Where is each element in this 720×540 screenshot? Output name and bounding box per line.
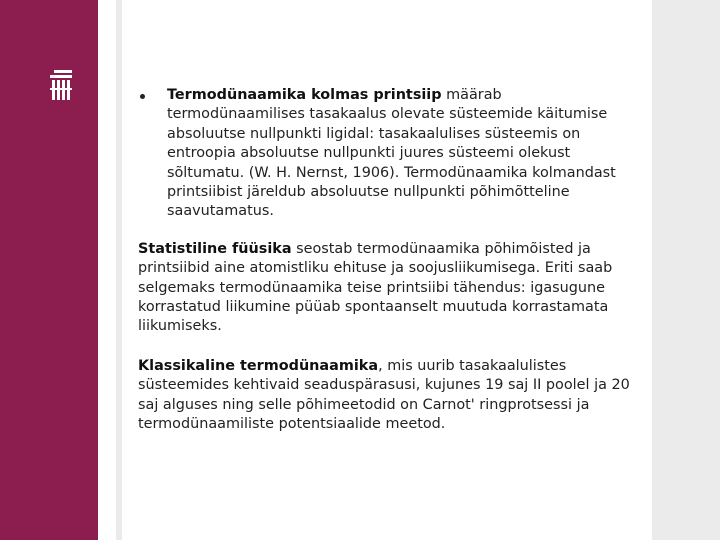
- right-side-band: [652, 0, 720, 540]
- text-statistical-physics: seostab termodünaamika põhimõisted ja printsiibid aine atomistliku ehituse ja soojusliikumisega. Eriti saab selgemaks termodünaamika teise printsiibi tähendus: igasugune korrastatud liikumine püüab spontaanselt muutuda korrastamata liikumiseks.: [138, 240, 613, 335]
- bullet-paragraph-third-principle: [138, 86, 638, 222]
- text-third-principle: määrab termodünaamilises tasakaalus olevate süsteemide käitumise absoluutse nullpunkti ligidal: tasakaalulises süsteemis on entroopia absoluutse nullpunkti juures süsteemi olekust sõltumatu. (W. H. Nernst, 1906). Termodünaamika kolmandast printsiibist järeldub absoluutse nullpunkti põhimõtteline saavutamatus.: [167, 87, 616, 220]
- term-classical-thermodynamics: Klassikaline termodünaamika: [138, 357, 379, 374]
- bullet-dot-icon: [140, 94, 145, 99]
- left-gap: [98, 0, 116, 540]
- paragraph-classical-thermodynamics: [138, 357, 638, 435]
- slide-content: [138, 86, 638, 435]
- left-divider-strip: [116, 0, 122, 540]
- term-third-principle: Termodünaamika kolmas printsiip: [167, 87, 442, 103]
- text-classical-thermodynamics: , mis uurib tasakaalulistes süsteemides kehtivaid seaduspärasusi, kujunes 19 saj II poolel ja 20 saj alguses ning selle põhimeetodid on Carnot' ringprotsessi ja termodünaamiliste potentsiaalide meetod.: [138, 357, 630, 433]
- term-statistical-physics: Statistiline füüsika: [138, 240, 292, 257]
- university-building-logo-icon: [50, 70, 72, 100]
- paragraph-statistical-physics: [138, 240, 638, 337]
- left-accent-band: [0, 0, 98, 540]
